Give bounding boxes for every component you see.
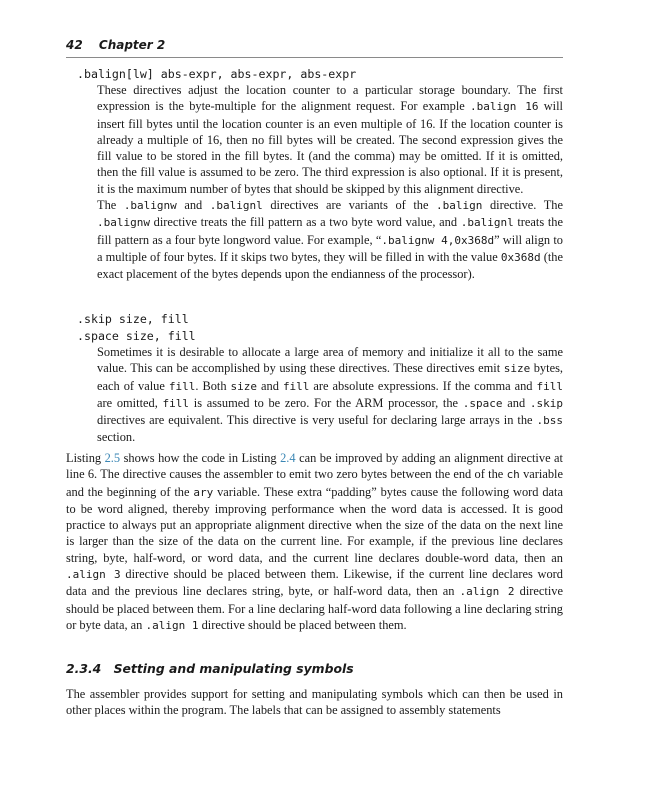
listing-2-4-link[interactable]: 2.4: [280, 451, 296, 465]
balign-paragraph-2: The .balignw and .balignl directives are variants of the .balign directive. The .balignw directive treats the fill pattern as a two byte word value, and .balignl treats the fill pattern as a four byte longword value. For example, “.balignw 4,0x368d” will align to a multiple of four bytes. If it skips two bytes, they will be filled in with the value 0x368d (the exact placement of the bytes depends upon the endianness of the processor).: [97, 198, 563, 282]
section-title: Setting and manipulating symbols: [113, 661, 354, 676]
skip-directive-heading: .skip size, fill: [77, 312, 189, 326]
space-directive-heading: .space size, fill: [77, 329, 196, 343]
chapter-label: Chapter 2: [98, 38, 166, 52]
space-paragraph: Sometimes it is desirable to allocate a large area of memory and initialize it all to the same value. This can be accomplished by using these directives. These directives emit size bytes, each of value fill. Both size and fill are absolute expressions. If the comma and fill are omitted, fill is assumed to be zero. For the ARM processor, the .space and .skip directives are equivalent. This directive is very useful for declaring large arrays in the .bss section.: [97, 345, 563, 445]
running-header: [66, 37, 563, 58]
section-heading: [66, 661, 354, 677]
section-body: [66, 686, 563, 719]
listing-2-5-link[interactable]: 2.5: [104, 451, 121, 465]
section-paragraph: The assembler provides support for setting and manipulating symbols which can then be used in other places within the program. The labels that can be assigned to assembly statements: [66, 687, 563, 718]
balign-paragraph-1: These directives adjust the location counter to a particular storage boundary. The first expression is the byte-multiple for the alignment request. For example .balign 16 will insert fill bytes until the location counter is an even multiple of 16. If the location counter is already a multiple of 16, then no fill bytes will be created. The second expression gives the fill value to be stored in the fill bytes. It (and the comma) may be omitted. If it is omitted, then the fill value is assumed to be zero. The third expression is also optional. If it is present, it is the maximum number of bytes that should be skipped by this alignment directive.: [97, 83, 563, 196]
balign-description: [97, 82, 563, 283]
section-number: 2.3.4: [66, 661, 102, 676]
balign-directive-heading: .balign[lw] abs-expr, abs-expr, abs-expr: [77, 67, 357, 81]
page-number: 42: [66, 38, 83, 52]
listing-paragraph-block: [66, 450, 563, 634]
listing-paragraph: Listing 2.5 shows how the code in Listing 2.4 can be improved by adding an alignment directive at line 6. The directive causes the assembler to emit two zero bytes between the end of the ch variable and the beginning of the ary variable. These extra “padding” bytes cause the following word data to be word aligned, thereby improving performance when the word data is accessed. It is good practice to always put an appropriate alignment directive when the size of the data on the next line is larger than the size of the data on the current line. For example, if the previous line declares string, byte, half-word, or word data, and the current line declares double-word data, then an .align 3 directive should be placed between them. Likewise, if the current line declares word data and the previous line declares string, byte, or half-word data, then an .align 2 directive should be placed between them. For a line declaring half-word data following a line declaring string or byte data, an .align 1 directive should be placed between them.: [66, 451, 564, 632]
space-description: [97, 344, 563, 446]
